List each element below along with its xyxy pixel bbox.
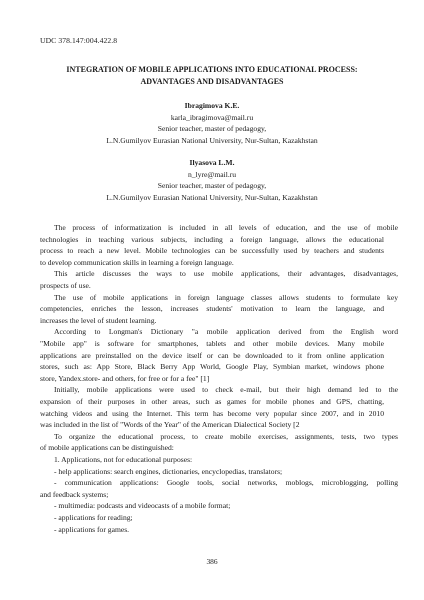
body-line: was included in the list of "Words of the Year" of the American Dialectical Society [2 xyxy=(40,420,300,430)
author-1-affiliation: L.N.Gumilyov Eurasian National University, Nur-Sultan, Kazakhstan xyxy=(106,135,318,145)
list-item: - multimedia: podcasts and videocasts of a mobile format; xyxy=(54,501,231,511)
article-title-line-1: INTEGRATION OF MOBILE APPLICATIONS INTO EDUCATIONAL PROCESS: xyxy=(66,65,358,74)
body-line: technologies in teaching various subjects, including a foreign language, allows the educational xyxy=(40,234,384,244)
body-line: of mobile applications can be distinguished: xyxy=(40,443,174,453)
author-1-email: karla_ibragimova@mail.ru xyxy=(170,112,254,122)
author-2-affiliation: L.N.Gumilyov Eurasian National University, Nur-Sultan, Kazakhstan xyxy=(106,192,318,202)
author-2-name: Ilyasova L.M. xyxy=(189,158,235,167)
body-line: To organize the educational process, to create mobile exercises, assignments, tests, two types xyxy=(54,431,398,441)
list-heading: 1. Applications, not for educational purposes: xyxy=(54,455,193,464)
list-item: - help applications: search engines, dictionaries, encyclopedias, translators; xyxy=(54,466,283,476)
body-line: The process of informatization is included in all levels of education, and the use of mobile xyxy=(54,223,398,232)
udc-code: UDC 378.147:004.422.8 xyxy=(40,36,118,45)
list-item: and feedback systems; xyxy=(40,489,109,499)
author-1-name: Ibragimova K.E. xyxy=(184,101,240,110)
body-line: applications are preinstalled on the device itself or can be downloaded to it from online application xyxy=(40,350,384,360)
body-line: This article discusses the ways to use mobile applications, their advantages, disadvantages, xyxy=(54,269,398,279)
body-line: watching videos and using the Internet. This term has become very popular since 2007, and in 2010 xyxy=(40,408,384,418)
page-number: 386 xyxy=(206,557,218,566)
list-item: - applications for reading; xyxy=(54,513,133,522)
body-line: prospects of use. xyxy=(40,281,91,290)
body-line: The use of mobile applications in foreign language classes allows students to formulate key xyxy=(54,292,398,302)
author-1-position: Senior teacher, master of pedagogy, xyxy=(157,124,267,133)
body-line: According to Longman's Dictionary "a mobile application derived from the English word xyxy=(54,327,398,337)
author-2-position: Senior teacher, master of pedagogy, xyxy=(157,181,267,190)
body-line: expansion of their purposes in other areas, such as games for mobile phones and GPS, chatting, xyxy=(40,397,384,406)
author-2-email: n_lyre@mail.ru xyxy=(187,169,237,179)
body-line: Initially, mobile applications were used to check e-mail, but their high demand led to the xyxy=(54,385,398,395)
list-item: - communication applications: Google tools, social networks, moblogs, microblogging, polling xyxy=(54,478,398,488)
body-line: store, Yandex.store- and others, for free or for a fee" [1] xyxy=(40,373,210,383)
body-line: competencies, enriches the lesson, increases students' motivation to learn the language, and xyxy=(40,304,384,314)
body-line: process to reach a new level. Mobile technologies can be successfully used by teachers and students xyxy=(40,246,384,256)
body-line: increases the level of student learning. xyxy=(40,315,157,325)
list-item: - applications for games. xyxy=(54,524,130,534)
body-line: to develop communication skills in learning a foreign language. xyxy=(40,257,234,267)
body-line: "Mobile app" is software for smartphones, tablets and other mobile devices. Many mobile xyxy=(40,339,384,348)
body-line: stores, such as: App Store, Black Berry App World, Google Play, Symbian market, windows phone xyxy=(40,362,384,372)
article-title-line-2: ADVANTAGES AND DISADVANTAGES xyxy=(140,77,284,86)
